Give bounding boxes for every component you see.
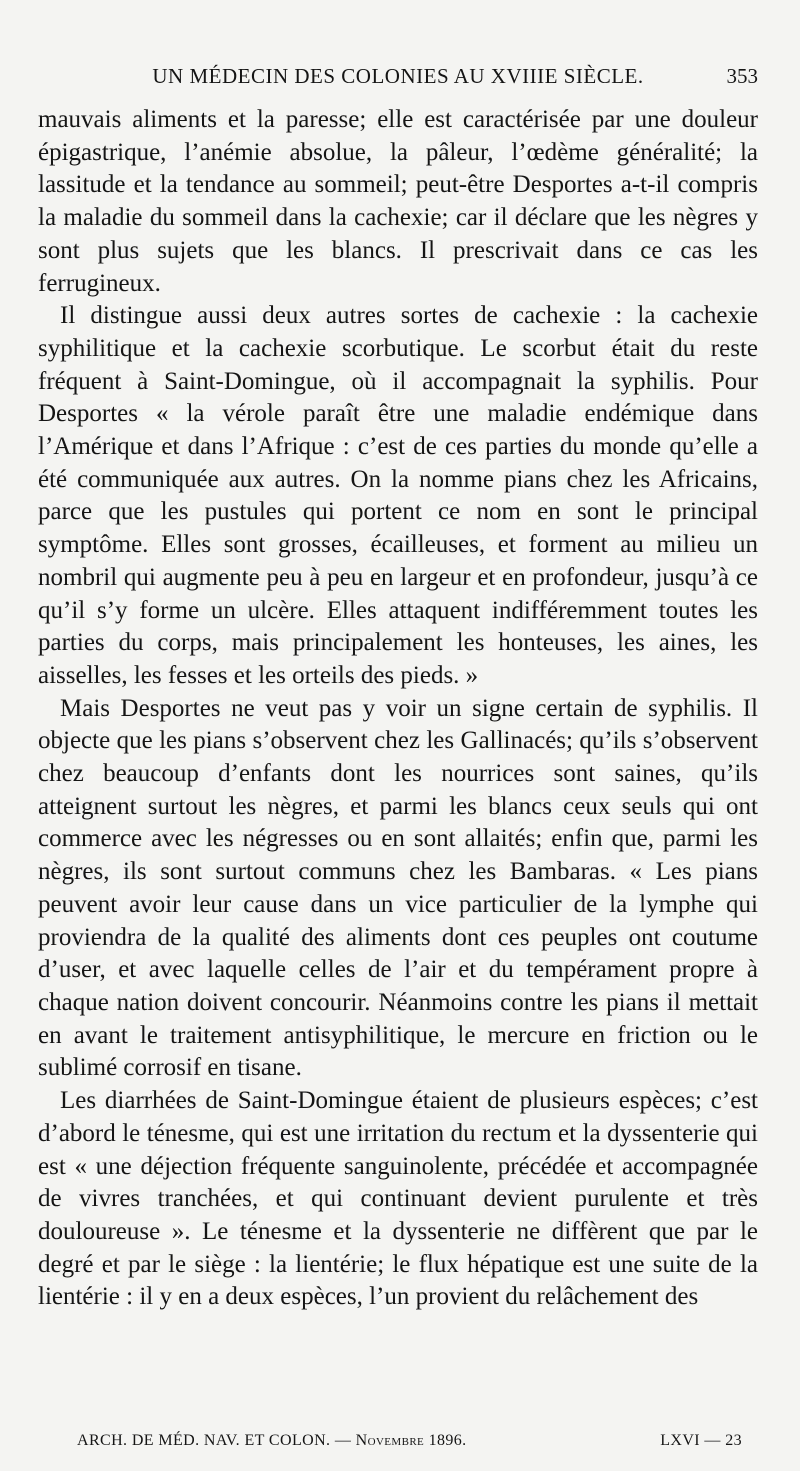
body-text bbox=[38, 104, 758, 1314]
running-header bbox=[38, 64, 758, 98]
paragraph-4: Les diarrhées de Saint-Domingue étaient de plusieurs espèces; c’est d’abord le ténesme, qui est une irritation du rectum et la dyssenterie qui est « une déjection fréquente sanguinolente, précédée et accompagnée de vivres tranchées, et qui continuant devient purulente et très douloureuse ». Le ténesme et la dyssenterie ne diffèrent que par le degré et par le siège : la lientérie; le flux hépatique est une suite de la lientérie : il y en a deux espèces, l’un provient du relâchement des bbox=[38, 1087, 758, 1311]
page-number: 353 bbox=[726, 64, 758, 88]
volume-signature: LXVI — 23 bbox=[660, 1432, 742, 1449]
paragraph-3: Mais Desportes ne veut pas y voir un signe certain de syphilis. Il objecte que les pians s’observent chez les Gallinacés; qu’ils s’observent chez beaucoup d’enfants dont les nourrices sont saines, qu’ils atteignent surtout les nègres, et parmi les blancs ceux seuls qui ont commerce avec les négresses ou en sont allaités; enfin que, parmi les nègres, ils sont surtout communs chez les Bambaras. « Les pians peuvent avoir leur cause dans un vice particulier de la lymphe qui proviendra de la qualité des aliments dont ces peuples ont coutume d’user, et avec laquelle celles de l’air et du tempérament propre à chaque nation doivent concourir. Néanmoins contre les pians il mettait en avant le traitement antisyphilitique, le mercure en friction ou le sublimé corrosif en tisane. bbox=[38, 694, 758, 1082]
running-title: UN MÉDECIN DES COLONIES AU XVIIIE SIÈCLE. bbox=[152, 64, 644, 88]
paragraph-1: mauvais aliments et la paresse; elle est caractérisée par une douleur épigastrique, l’anémie absolue, la pâleur, l’œdème généralité; la lassitude et la tendance au sommeil; peut-être Desportes a-t-il compris la maladie du sommeil dans la cachexie; car il déclare que les nègres y sont plus sujets que les blancs. Il prescrivait dans ce cas les ferrugineux. bbox=[38, 106, 758, 297]
page-footer bbox=[77, 1432, 742, 1460]
journal-citation: ARCH. DE MÉD. NAV. ET COLON. — Novembre 1896. bbox=[77, 1432, 467, 1449]
paragraph-2: Il distingue aussi deux autres sortes de cachexie : la cachexie syphilitique et la cachexie scorbutique. Le scorbut était du reste fréquent à Saint-Domingue, où il accompagnait la syphilis. Pour Desportes « la vérole paraît être une maladie endémique dans l’Amérique et dans l’Afrique : c’est de ces parties du monde qu’elle a été communiquée aux autres. On la nomme pians chez les Africains, parce que les pustules qui portent ce nom en sont le principal symptôme. Elles sont grosses, écailleuses, et forment au milieu un nombril qui augmente peu à peu en largeur et en profondeur, jusqu’à ce qu’il s’y forme un ulcère. Elles attaquent indifféremment toutes les parties du corps, mais principalement les honteuses, les aines, les aisselles, les fesses et les orteils des pieds. » bbox=[38, 302, 758, 689]
